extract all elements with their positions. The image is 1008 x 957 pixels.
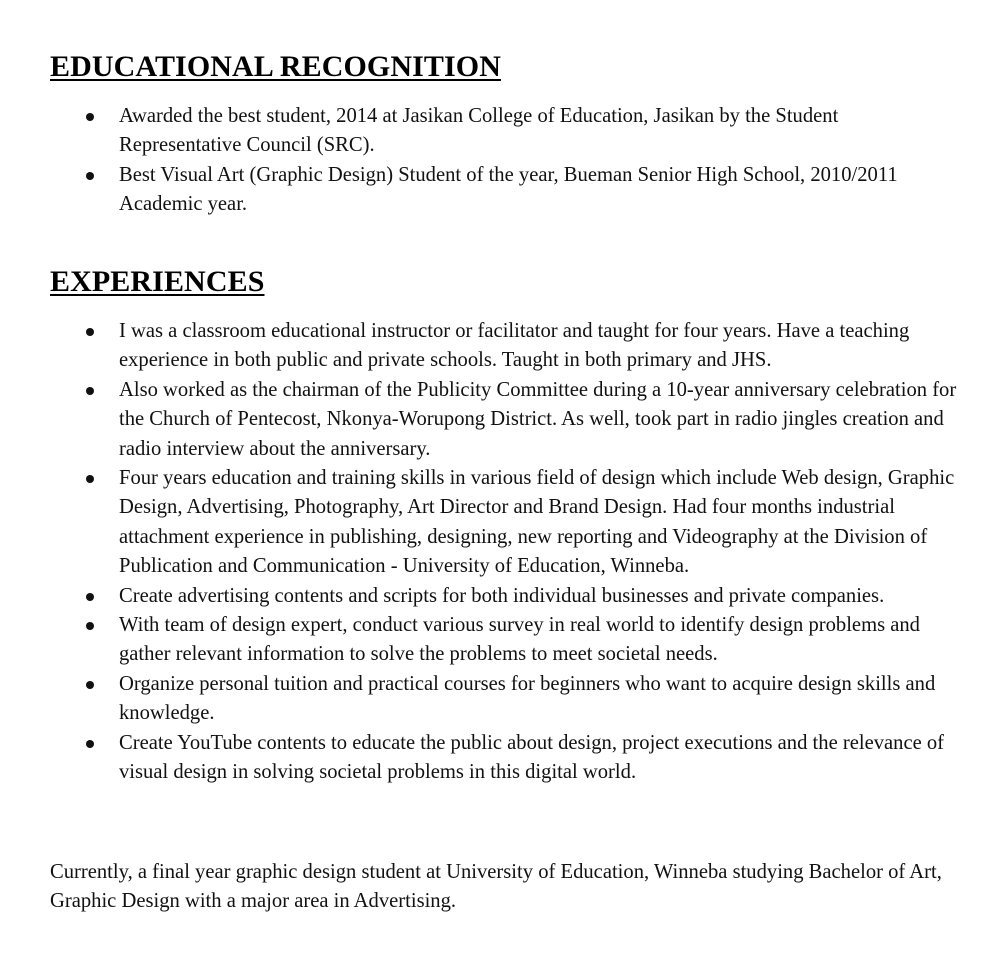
- list-item-text: Organize personal tuition and practical courses for beginners who want to acquire design skills and knowledge.: [119, 672, 936, 725]
- list-item-text: Create YouTube contents to educate the public about design, project executions and the relevance of visual design in solving societal problems in this digital world.: [119, 731, 945, 784]
- bullet-icon: [86, 113, 94, 121]
- experiences-list: [50, 317, 960, 788]
- list-item: [50, 611, 960, 670]
- list-item: [50, 670, 960, 729]
- list-item-text: Awarded the best student, 2014 at Jasikan College of Education, Jasikan by the Student Representative Council (SRC).: [119, 105, 839, 157]
- list-item: [50, 102, 960, 161]
- bullet-icon: [86, 740, 94, 748]
- educational-recognition-list: [50, 102, 960, 220]
- bullet-icon: [86, 475, 94, 483]
- educational-recognition-heading: EDUCATIONAL RECOGNITION: [50, 50, 501, 83]
- list-item: [50, 464, 960, 582]
- list-item: [50, 376, 960, 464]
- list-item-text: Best Visual Art (Graphic Design) Student of the year, Bueman Senior High School, 2010/2011 Academic year.: [119, 163, 898, 216]
- bullet-icon: [86, 681, 94, 689]
- list-item: [50, 582, 960, 611]
- experiences-heading: EXPERIENCES: [50, 265, 265, 298]
- list-item-text: Four years education and training skills in various field of design which include Web design, Graphic Design, Advertising, Photography, Art Director and Brand Design. Had four months industrial attachment experience in publishing, designing, new reporting and Videography at the Division of Publication and Communication - University of Education, Winneba.: [119, 467, 955, 578]
- list-item: [50, 317, 960, 376]
- list-item-text: I was a classroom educational instructor or facilitator and taught for four years. Have a teaching experience in both public and private schools. Taught in both primary and JHS.: [119, 320, 910, 372]
- bullet-icon: [86, 328, 94, 336]
- list-item-text: Also worked as the chairman of the Publicity Committee during a 10-year anniversary celebration for the Church of Pentecost, Nkonya-Worupong District. As well, took part in radio jingles creation and radio interview about the anniversary.: [119, 378, 957, 460]
- list-item: [50, 161, 960, 220]
- closing-paragraph: Currently, a final year graphic design student at University of Education, Winneba studying Bachelor of Art, Graphic Design with a major area in Advertising.: [50, 861, 942, 912]
- list-item-text: With team of design expert, conduct various survey in real world to identify design problems and gather relevant information to solve the problems to meet societal needs.: [119, 614, 920, 666]
- list-item: [50, 729, 960, 788]
- bullet-icon: [86, 622, 94, 630]
- bullet-icon: [86, 387, 94, 395]
- bullet-icon: [86, 172, 94, 180]
- bullet-icon: [86, 593, 94, 601]
- list-item-text: Create advertising contents and scripts for both individual businesses and private companies.: [119, 584, 885, 607]
